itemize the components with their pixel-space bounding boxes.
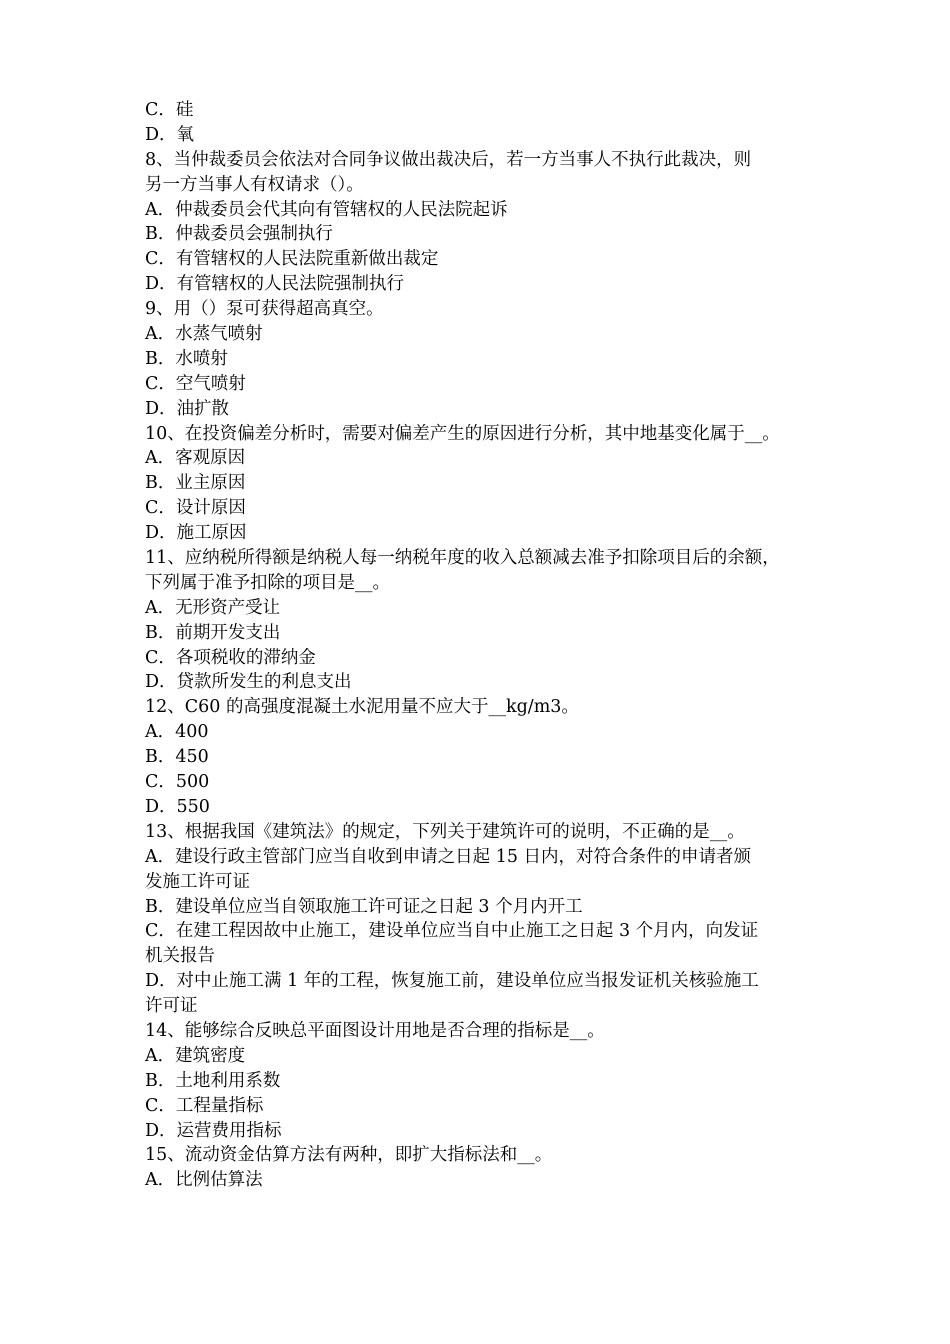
text-line: D．贷款所发生的利息支出 bbox=[145, 672, 352, 693]
text-line: 11、应纳税所得额是纳税人每一纳税年度的收入总额减去准予扣除项目后的余额， bbox=[145, 548, 780, 569]
text-line: A．400 bbox=[145, 722, 209, 743]
text-line: D．550 bbox=[145, 796, 210, 817]
text-line: C．工程量指标 bbox=[145, 1095, 264, 1116]
text-line: A．建筑密度 bbox=[145, 1045, 246, 1066]
text-line: C．有管辖权的人民法院重新做出裁定 bbox=[145, 249, 439, 270]
document-page bbox=[145, 98, 825, 1193]
text-line: 下列属于准予扣除的项目是__。 bbox=[145, 572, 390, 593]
text-line: C．在建工程因故中止施工，建设单位应当自中止施工之日起 3 个月内，向发证 bbox=[145, 921, 759, 942]
text-line: D．氧 bbox=[145, 124, 195, 145]
text-line: C．空气喷射 bbox=[145, 373, 246, 394]
text-line: C．设计原因 bbox=[145, 498, 246, 519]
text-line: 许可证 bbox=[145, 996, 198, 1017]
text-line: A．无形资产受让 bbox=[145, 597, 281, 618]
text-line: D．施工原因 bbox=[145, 523, 247, 544]
text-line: 12、C60 的高强度混凝土水泥用量不应大于__kg/m3。 bbox=[145, 697, 579, 718]
text-line: D．对中止施工满 1 年的工程，恢复施工前，建设单位应当报发证机关核验施工 bbox=[145, 971, 759, 992]
text-line: A．仲裁委员会代其向有管辖权的人民法院起诉 bbox=[145, 199, 508, 220]
text-line: 9、用（）泵可获得超高真空。 bbox=[145, 299, 384, 320]
text-line: 机关报告 bbox=[145, 946, 215, 967]
text-line: A．水蒸气喷射 bbox=[145, 324, 263, 345]
text-line: B．业主原因 bbox=[145, 473, 246, 494]
text-line: C．硅 bbox=[145, 100, 194, 120]
text-line: 13、根据我国《建筑法》的规定，下列关于建筑许可的说明，不正确的是__。 bbox=[145, 821, 745, 842]
text-line: 发施工许可证 bbox=[145, 871, 250, 892]
text-line: C．500 bbox=[145, 772, 210, 793]
text-line: B．前期开发支出 bbox=[145, 622, 281, 643]
text-line: A．建设行政主管部门应当自收到申请之日起 15 日内，对符合条件的申请者颁 bbox=[145, 846, 752, 867]
text-line: 15、流动资金估算方法有两种，即扩大指标法和__。 bbox=[145, 1145, 553, 1166]
text-line: D．油扩散 bbox=[145, 398, 230, 419]
text-line: D．有管辖权的人民法院强制执行 bbox=[145, 274, 405, 295]
text-line: 8、当仲裁委员会依法对合同争议做出裁决后，若一方当事人不执行此裁决，则 bbox=[145, 149, 752, 170]
text-line: B．水喷射 bbox=[145, 348, 228, 369]
text-line: B．仲裁委员会强制执行 bbox=[145, 224, 333, 245]
text-line: 14、能够综合反映总平面图设计用地是否合理的指标是__。 bbox=[145, 1020, 605, 1041]
text-line: A．客观原因 bbox=[145, 448, 246, 469]
text-line: B．建设单位应当自领取施工许可证之日起 3 个月内开工 bbox=[145, 896, 583, 917]
text-line: 另一方当事人有权请求（）。 bbox=[145, 174, 364, 195]
text-line: 10、在投资偏差分析时，需要对偏差产生的原因进行分析，其中地基变化属于__。 bbox=[145, 423, 780, 444]
text-line: A．比例估算法 bbox=[145, 1170, 263, 1191]
text-line: D．运营费用指标 bbox=[145, 1120, 282, 1141]
text-line: B．土地利用系数 bbox=[145, 1070, 281, 1091]
text-line: C．各项税收的滞纳金 bbox=[145, 647, 316, 668]
text-line: B．450 bbox=[145, 747, 209, 768]
